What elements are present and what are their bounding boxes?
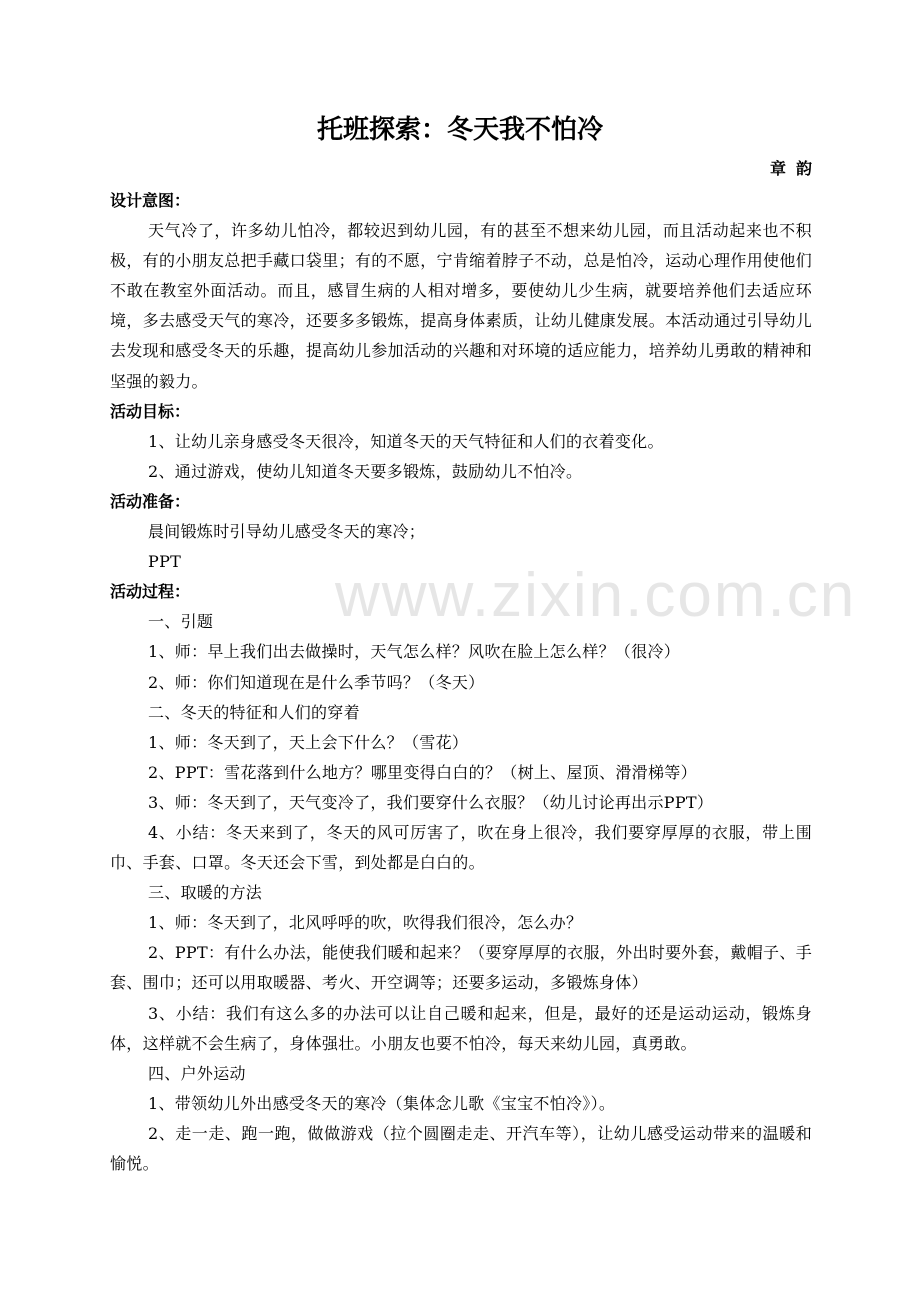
document-body bbox=[110, 186, 812, 1179]
prep-item: 晨间锻炼时引导幼儿感受冬天的寒冷； bbox=[148, 522, 426, 542]
process-line: 2、师：你们知道现在是什么季节吗？（冬天） bbox=[148, 672, 485, 692]
document-title: 托班探索：冬天我不怕冷 bbox=[316, 115, 603, 145]
watermark-logo: www.zixin.com.cn bbox=[335, 561, 857, 630]
process-line: 2、PPT：有什么办法，能使我们暖和起来？（要穿厚厚的衣服，外出时要外套，戴帽子、手套、围巾；还可以用取暖器、考火、开空调等；还要多运动，多锻炼身体） bbox=[110, 943, 812, 993]
process-line: 一、引题 bbox=[148, 612, 214, 632]
document-author: 章韵 bbox=[769, 159, 822, 178]
process-line: 四、户外运动 bbox=[148, 1063, 246, 1083]
goal-item: 2、通过游戏，使幼儿知道冬天要多锻炼，鼓励幼儿不怕冷。 bbox=[148, 461, 583, 481]
process-line: 三、取暖的方法 bbox=[148, 883, 263, 903]
heading-design-intent: 设计意图： bbox=[110, 191, 191, 210]
process-line: 4、小结：冬天来到了，冬天的风可厉害了，吹在身上很冷，我们要穿厚厚的衣服，带上围巾、手套、口罩。冬天还会下雪，到处都是白白的。 bbox=[110, 822, 812, 873]
goal-item: 1、让幼儿亲身感受冬天很冷，知道冬天的天气特征和人们的衣着变化。 bbox=[148, 431, 664, 451]
process-line: 2、PPT：雪花落到什么地方？哪里变得白白的？（树上、屋顶、滑滑梯等） bbox=[148, 762, 697, 782]
prep-item: PPT bbox=[148, 552, 182, 572]
heading-goals: 活动目标： bbox=[110, 401, 191, 421]
process-line: 1、师：早上我们出去做操时，天气怎么样？风吹在脸上怎么样？（很冷） bbox=[148, 642, 681, 662]
heading-preparation: 活动准备： bbox=[110, 491, 191, 511]
process-line: 1、师：冬天到了，北风呼呼的吹，吹得我们很冷，怎么办？ bbox=[148, 913, 583, 933]
process-line: 2、走一走、跑一跑，做做游戏（拉个圆圈走走、开汽车等），让幼儿感受运动带来的温暖和愉悦。 bbox=[110, 1123, 812, 1173]
process-line: 1、带领幼儿外出感受冬天的寒冷（集体念儿歌《宝宝不怕冷》）。 bbox=[148, 1093, 616, 1113]
process-line: 3、小结：我们有这么多的办法可以让自己暖和起来，但是，最好的还是运动运动，锻炼身体，这样就不会生病了，身体强壮。小朋友也要不怕冷，每天来幼儿园，真勇敢。 bbox=[110, 1003, 812, 1053]
process-line: 3、师：冬天到了，天气变冷了，我们要穿什么衣服？（幼儿讨论再出示PPT） bbox=[148, 792, 714, 812]
paragraph-design-intent: 天气冷了，许多幼儿怕冷，都较迟到幼儿园，有的甚至不想来幼儿园，而且活动起来也不积极，有的小朋友总把手藏口袋里；有的不愿，宁肯缩着脖子不动，总是怕冷，运动心理作用使他们不敢在教室外面活动。而且，感冒生病的人相对增多，要使幼儿少生病，就要培养他们去适应环境，多去感受天气的寒冷，还要多多锻炼，提高身体素质，让幼儿健康发展。本活动通过引导幼儿去发现和感受冬天的乐趣，提高幼儿参加活动的兴趣和对环境的适应能力，培养幼儿勇敢的精神和坚强的毅力。 bbox=[110, 221, 812, 391]
process-line: 1、师：冬天到了，天上会下什么？（雪花） bbox=[148, 732, 469, 752]
heading-process: 活动过程： bbox=[110, 582, 191, 602]
process-line: 二、冬天的特征和人们的穿着 bbox=[148, 702, 360, 722]
